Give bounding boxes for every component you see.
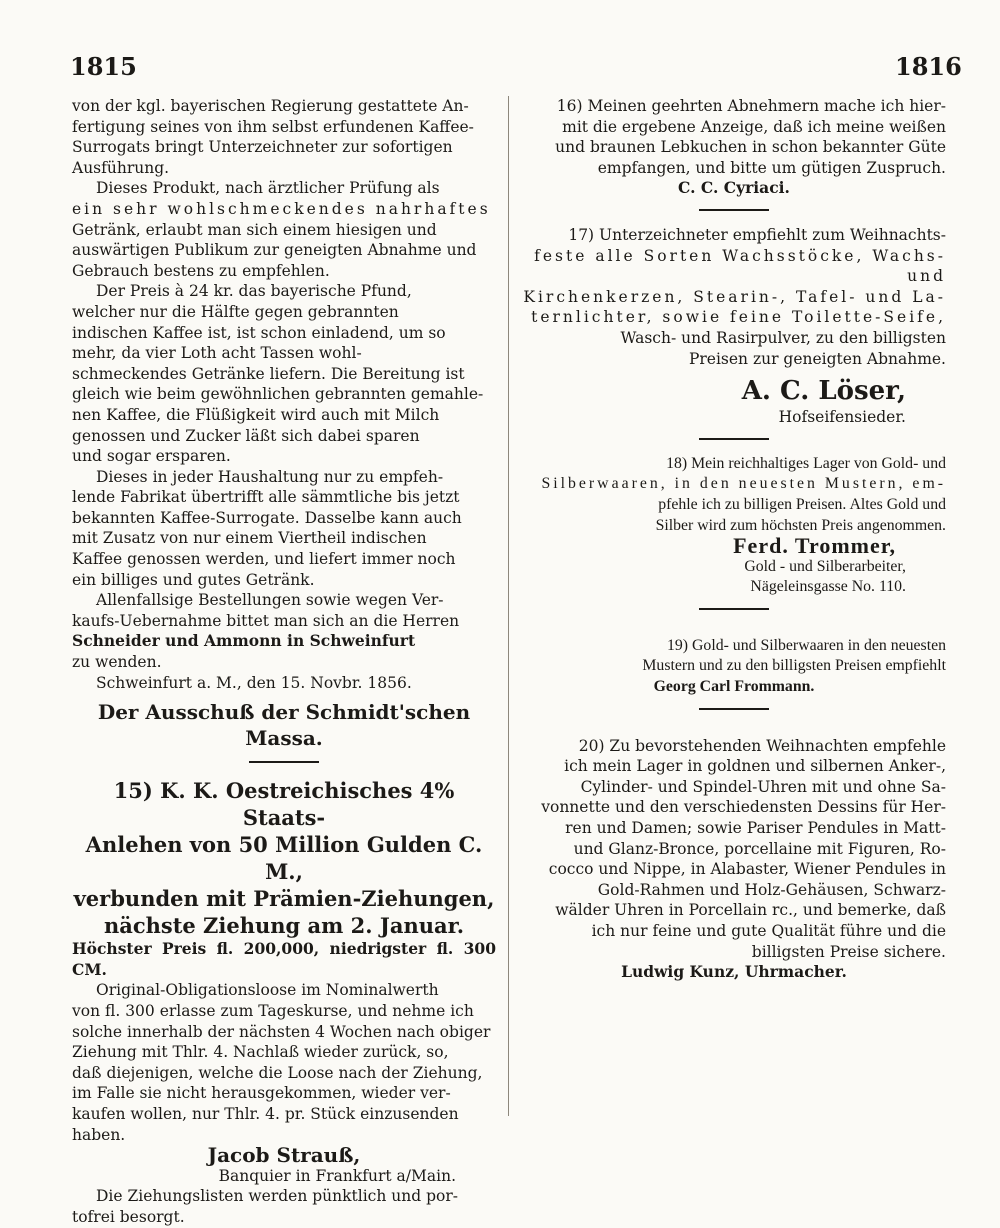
text-line: im Falle sie nicht herausgekommen, wieder ver- — [72, 1084, 451, 1103]
intro-paragraph — [72, 96, 496, 178]
ad18-signature: Ferd. Trommer, — [733, 533, 896, 559]
text-line: Gold-Rahmen und Holz-Gehäusen, Schwarz- — [597, 880, 946, 899]
column-divider — [508, 96, 509, 1116]
text-line: 18) Mein reichhaltiges Lager von Gold- und — [666, 454, 946, 472]
page-number-right: 1816 — [895, 52, 962, 81]
text-line: billigsten Preise sichere. — [751, 942, 946, 961]
ad17-signature-title: Hofseifensieder. — [778, 408, 906, 427]
separator — [699, 438, 769, 440]
text-line: Die Ziehungslisten werden pünktlich und por- — [96, 1187, 458, 1206]
ad15-price: Höchster Preis fl. 200,000, niedrigster fl. 300 CM. — [72, 939, 496, 979]
ad15-footer — [72, 1186, 496, 1227]
text-line: mit Zusatz von nur einem Viertheil indischen — [72, 529, 427, 548]
text-line: Cylinder- und Spindel-Uhren mit und ohne Sa- — [580, 777, 946, 796]
ad15-signature: Jacob Strauß, — [207, 1143, 361, 1168]
text-line: mehr, da vier Loth acht Tassen wohl- — [72, 344, 362, 363]
text-line: cocco und Nippe, in Alabaster, Wiener Pendules in — [548, 860, 946, 879]
text-line: empfangen, und bitte um gütigen Zuspruch. — [597, 158, 946, 177]
text-line: welcher nur die Hälfte gegen gebrannten — [72, 302, 399, 321]
ad16-signature: C. C. Cyriaci. — [678, 178, 790, 198]
ad15-body — [72, 980, 496, 1145]
text-line: daß diejenigen, welche die Loose nach der Ziehung, — [72, 1063, 483, 1082]
text-line: ein billiges und gutes Getränk. — [72, 570, 315, 589]
ad20 — [522, 736, 946, 963]
separator — [699, 209, 769, 211]
ad19 — [522, 636, 946, 677]
heading-line: 15) K. K. Oestreichisches 4% Staats- — [113, 778, 455, 831]
text-line: Surrogats bringt Unterzeichneter zur sofortigen — [72, 138, 453, 157]
text-line: Dieses Produkt, nach ärztlicher Prüfung als — [96, 179, 440, 198]
text-line: 20) Zu bevorstehenden Weihnachten empfehle — [578, 736, 946, 755]
text-line: Ziehung mit Thlr. 4. Nachlaß wieder zurück, so, — [72, 1043, 449, 1062]
text-line: indischen Kaffee ist, ist schon einladend, um so — [72, 323, 446, 342]
dateline: Schweinfurt a. M., den 15. Novbr. 1856. — [96, 673, 412, 692]
separator — [249, 761, 319, 763]
ad18-signature-lines — [522, 557, 946, 598]
text-line: ich nur feine und gute Qualität führe und die — [591, 922, 946, 940]
text-line: Kaffee genossen werden, und liefert immer noch — [72, 550, 456, 569]
ad18 — [522, 454, 946, 536]
text-line: kaufen wollen, nur Thlr. 4. pr. Stück einzusenden — [72, 1104, 459, 1123]
committee-line: Massa. — [245, 726, 323, 751]
text-line: tofrei besorgt. — [72, 1207, 185, 1226]
text-line: 17) Unterzeichneter empfiehlt zum Weihnachts- — [568, 225, 946, 244]
text-line: auswärtigen Publikum zur geneigten Abnahme und — [72, 241, 477, 260]
price-paragraph — [72, 281, 496, 466]
text-line: haben. — [72, 1125, 126, 1144]
text-line: von fl. 300 erlasse zum Tageskurse, und nehme ich — [72, 1002, 474, 1020]
text-line: bekannten Kaffee-Surrogate. Dasselbe kann auch — [72, 508, 462, 527]
committee-line: Der Ausschuß der Schmidt'schen — [97, 700, 471, 725]
text-line: Kirchenkerzen, Stearin-, Tafel- und La- — [523, 287, 946, 306]
ad17 — [522, 225, 946, 369]
text-line: und Glanz-Bronce, porcellaine mit Figuren, Ro- — [573, 839, 946, 858]
text-line: und braunen Lebkuchen in schon bekannter Güte — [555, 138, 946, 157]
text-line: Nägeleinsgasse No. 110. — [750, 578, 906, 596]
text-line: von der kgl. bayerischen Regierung gestattete An- — [72, 97, 469, 115]
ad19-signature: Georg Carl Frommann. — [653, 678, 815, 696]
separator — [699, 608, 769, 610]
text-line: Getränk, erlaubt man sich einem hiesigen und — [72, 220, 437, 239]
text-line: mit die ergebene Anzeige, daß ich meine weißen — [562, 117, 946, 136]
text-line: 16) Meinen geehrten Abnehmern mache ich hier- — [556, 97, 946, 115]
text-line: fertigung seines von ihm selbst erfundenen Kaffee- — [72, 117, 474, 136]
separator — [699, 708, 769, 710]
committee-signature — [72, 699, 496, 751]
heading-line: nächste Ziehung am 2. Januar. — [103, 913, 465, 939]
text-line: feste alle Sorten Wachsstöcke, Wachs- und — [534, 246, 946, 286]
ad15-signature-title: Banquier in Frankfurt a/Main. — [218, 1166, 456, 1185]
text-line: genossen und Zucker läßt sich dabei sparen — [72, 426, 420, 445]
text-line: Schneider und Ammonn in Schweinfurt — [72, 631, 416, 651]
text-line: Dieses in jeder Haushaltung nur zu empfeh- — [96, 467, 444, 486]
text-line: wälder Uhren in Porcellain rc., und bemerke, daß — [555, 901, 946, 920]
text-line: zu wenden. — [72, 653, 162, 672]
text-line: Ausführung. — [72, 158, 170, 177]
text-line: kaufs-Uebernahme bittet man sich an die Herren — [72, 611, 460, 630]
heading-line: Anlehen von 50 Million Gulden C. M., — [85, 832, 483, 885]
left-column — [72, 96, 496, 1228]
ad17-signature: A. C. Löser, — [741, 376, 906, 407]
ad15-heading — [72, 777, 496, 939]
text-line: Silberwaaren, in den neuesten Mustern, em- — [541, 475, 946, 493]
text-line: Wasch- und Rasirpulver, zu den billigsten — [620, 328, 946, 347]
text-line: pfehle ich zu billigen Preisen. Altes Gold und — [658, 495, 946, 513]
order-paragraph — [72, 590, 496, 672]
ad20-signature: Ludwig Kunz, Uhrmacher. — [621, 962, 847, 982]
text-line: ich mein Lager in goldnen und silbernen Anker-, — [564, 757, 946, 776]
text-line: solche innerhalb der nächsten 4 Wochen nach obiger — [72, 1022, 491, 1041]
text-line: Silber wird zum höchsten Preis angenommen. — [655, 516, 946, 534]
text-line: lende Fabrikat übertrifft alle sämmtliche bis jetzt — [72, 488, 460, 507]
right-column — [522, 96, 946, 983]
page-number-left: 1815 — [70, 52, 137, 81]
text-line: Gebrauch bestens zu empfehlen. — [72, 261, 330, 280]
text-line: Preisen zur geneigten Abnahme. — [688, 349, 946, 368]
fabric-paragraph — [72, 467, 496, 591]
text-line: ternlichter, sowie feine Toilette-Seife, — [531, 308, 946, 327]
text-line: Mustern und zu den billigsten Preisen empfiehlt — [642, 657, 946, 675]
text-line: nen Kaffee, die Flüßigkeit wird auch mit Milch — [72, 405, 440, 424]
text-line: Original-Obligationsloose im Nominalwerth — [96, 981, 439, 1000]
text-line: ren und Damen; sowie Pariser Pendules in Matt- — [565, 819, 946, 838]
text-line: Gold - und Silberarbeiter, — [744, 557, 906, 575]
product-paragraph — [72, 178, 496, 281]
text-line: und sogar ersparen. — [72, 447, 231, 466]
heading-line: verbunden mit Prämien-Ziehungen, — [73, 886, 495, 912]
text-line: ein sehr wohlschmeckendes nahrhaftes — [72, 199, 491, 218]
ad16 — [522, 96, 946, 178]
text-line: Der Preis à 24 kr. das bayerische Pfund, — [96, 282, 412, 301]
text-line: Allenfallsige Bestellungen sowie wegen Ver- — [96, 591, 444, 610]
text-line: schmeckendes Getränke liefern. Die Bereitung ist — [72, 364, 465, 383]
text-line: vonnette und den verschiedensten Dessins für Her- — [541, 798, 946, 817]
text-line: 19) Gold- und Silberwaaren in den neuesten — [667, 636, 946, 654]
text-line: gleich wie beim gewöhnlichen gebrannten gemahle- — [72, 385, 484, 404]
